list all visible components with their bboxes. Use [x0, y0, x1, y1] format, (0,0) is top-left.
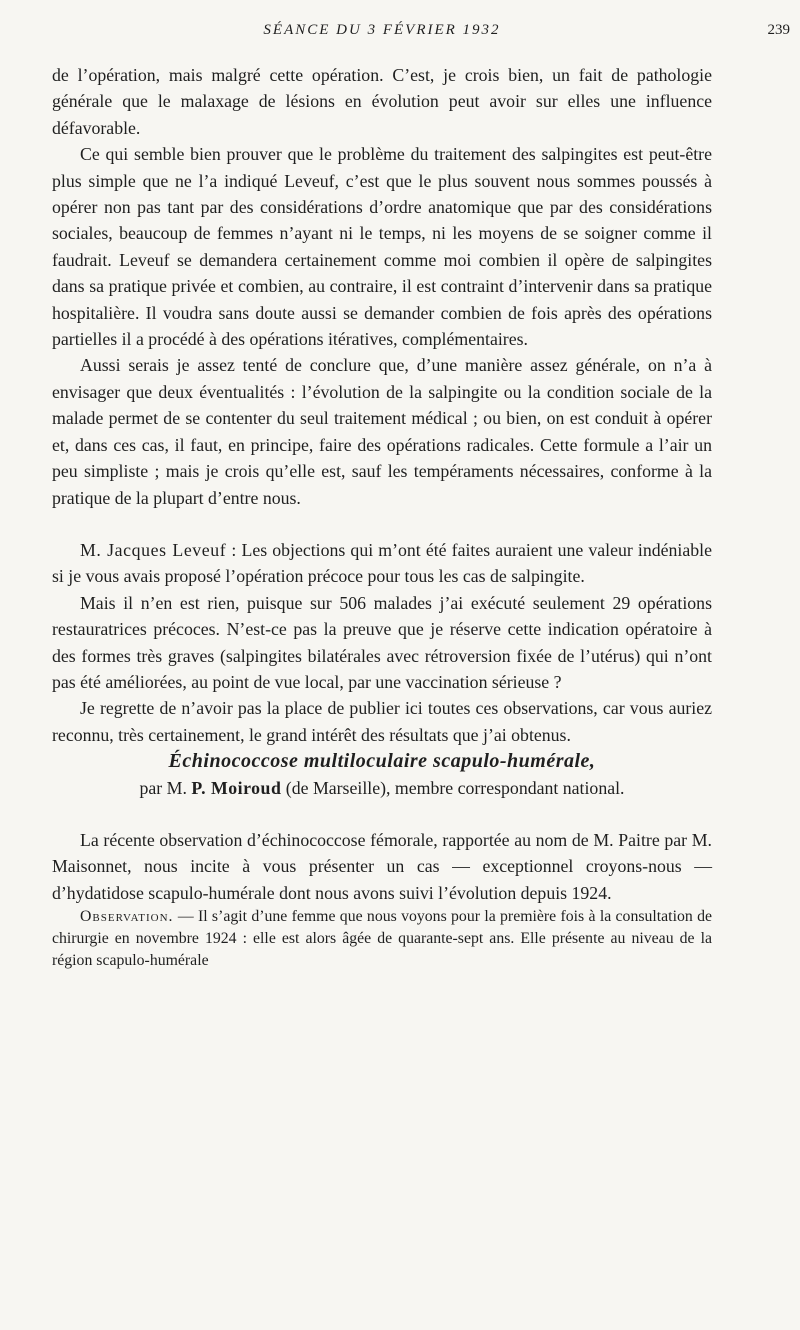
byline-author: P. Moiroud	[191, 777, 282, 798]
paragraph: Aussi serais je assez tenté de conclure que, d’une manière assez générale, on n’a à envisager que deux éventualités : l’évolution de la salpingite ou la condition sociale de la malade permet de se contenter du seul traitement médical ; ou bien, on est conduit à opérer et, dans ces cas, il faut, en principe, faire des opérations radicales. Cette formule a l’air un peu simpliste ; mais je crois qu’elle est, sauf les tempéraments nécessaires, conforme à la pratique de la plupart d’entre nous.	[52, 355, 712, 508]
paragraph-continued: de l’opération, mais malgré cette opération. C’est, je crois bien, un fait de pathologie générale que le malaxage de lésions en évolution peut avoir sur elles une influence défavorable.	[52, 65, 712, 138]
paragraph: Mais il n’en est rien, puisque sur 506 malades j’ai exécuté seulement 29 opérations restauratrices précoces. N’est-ce pas la preuve que je réserve cette indication opératoire à des formes très graves (salpingites bilatérales avec rétroversion fixée de l’utérus) qui n’ont pas été améliorées, au point de vue local, par une vaccination sérieuse ?	[52, 592, 712, 692]
page-body	[52, 62, 712, 972]
speaker-name: M. Jacques Leveuf	[80, 539, 227, 560]
article-intro: La récente observation d’échinococcose fémorale, rapportée au nom de M. Paitre par M. Maisonnet, nous incite à vous présenter un cas — exceptionnel croyons-nous — d’hydatidose scapulo-humérale dont nous avons suivi l’évolution depuis 1924.	[52, 829, 712, 903]
page-header	[52, 22, 790, 46]
observation-paragraph	[52, 906, 712, 972]
reply-paragraph	[52, 537, 712, 590]
page-number: 239	[767, 22, 790, 38]
running-head: SÉANCE DU 3 FÉVRIER 1932	[263, 22, 501, 38]
reply-text: : Les objections qui m’ont été faites auraient une valeur indéniable si je vous avais proposé l’opération précoce pour tous les cas de salpingite.	[52, 539, 712, 587]
byline-prefix: par M.	[139, 777, 192, 798]
byline-suffix: (de Marseille), membre correspondant national.	[281, 777, 625, 798]
article-byline	[52, 775, 712, 801]
paragraph: Ce qui semble bien prouver que le problème du traitement des salpingites est peut-être plus simple que ne l’a indiqué Leveuf, c’est que le plus souvent nous sommes poussés à opérer non pas tant par des considérations d’ordre anatomique que par des considérations sociales, beaucoup de femmes n’ayant ni le temps, ni les moyens de se soigner comme il faudrait. Leveuf se demandera certainement comme moi combien il opère de salpingites dans sa pratique privée et combien, au contraire, il est contraint d’intervenir dans sa pratique hospitalière. Il voudra sans doute aussi se demander combien de fois après des opérations partielles il a procédé à des opérations itératives, complémentaires.	[52, 144, 712, 350]
paragraph: Je regrette de n’avoir pas la place de publier ici toutes ces observations, car vous auriez reconnu, très certainement, le grand intérêt des résultats que j’ai obtenus.	[52, 698, 712, 745]
article-title: Échinococcose multiloculaire scapulo-humérale,	[168, 750, 596, 773]
observation-label: Observation.	[80, 908, 174, 926]
observation-text: — Il s’agit d’une femme que nous voyons pour la première fois à la consultation de chirurgie en novembre 1924 : elle est alors âgée de quarante-sept ans. Elle présente au niveau de la région scapulo-humérale	[52, 908, 712, 970]
